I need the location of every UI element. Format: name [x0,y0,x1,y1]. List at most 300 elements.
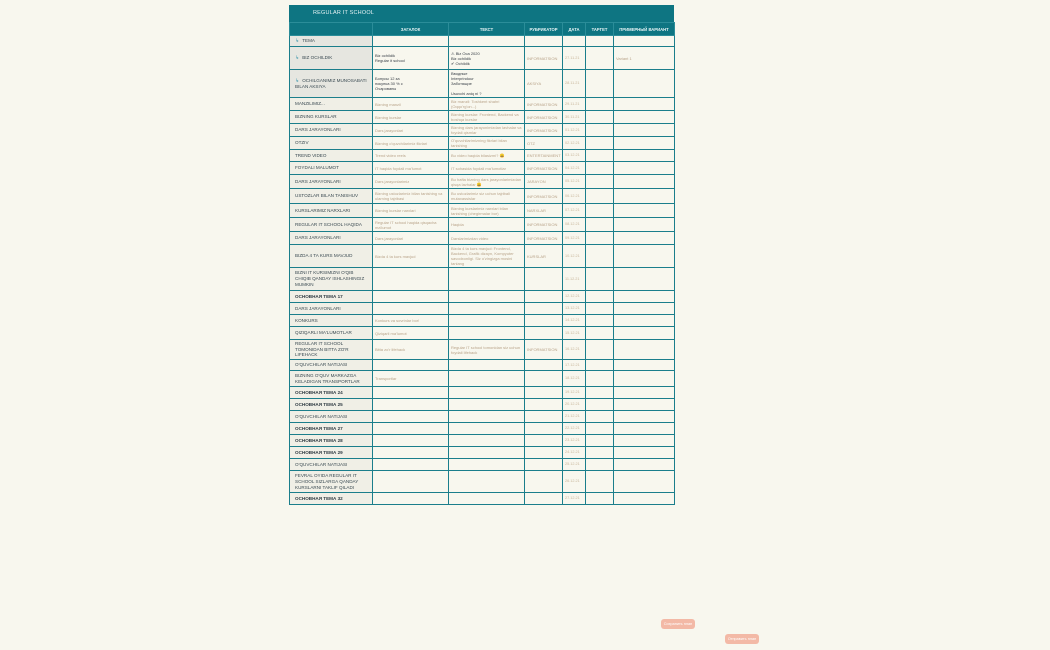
cell-data[interactable]: 07.12.21 [563,204,586,218]
row-topic-label: KONKURS [295,317,318,323]
cell-tekst[interactable]: Bizning kurslar: Frontend, Backend va boshqa kurslar [449,111,525,124]
cell-tekst[interactable] [449,327,525,340]
cell-zagalok[interactable]: Bizning ustozlarimiz bilan tanishing va ularning tajribasi [373,189,449,204]
cell-data[interactable]: 06.12.21 [563,189,586,204]
row-topic-label: USTOZLAR BILAN TANISHUV [295,193,359,199]
cell-tekst[interactable]: Bizning kurslarimiz narxlari bilan tanishing (chegirmalar bor) [449,204,525,218]
cell-tekst[interactable]: Regular IT school tomonidan siz uchun foydali lifehack [449,340,525,360]
table-row[interactable] [290,303,675,315]
cell-data[interactable]: 24.12.21 [563,447,586,459]
cell-tekst[interactable]: Haqida [449,218,525,232]
cell-zagalok[interactable]: Transportlar [373,371,449,387]
header-zagalok[interactable]: ЗАГАЛОК [373,23,449,36]
cell-zagalok[interactable]: Bizning kurslar [373,111,449,124]
cell-tekst[interactable]: ⚠ Biz Oca 2020 Biz ochildik ✔ Ochildik [449,47,525,70]
table-row[interactable] [290,423,675,435]
cell-variant[interactable] [614,315,675,327]
cell-variant[interactable] [614,111,675,124]
cell-target[interactable] [586,111,614,124]
table-row[interactable] [290,268,675,291]
cell-rubrikator[interactable]: KURSLAR [525,245,563,268]
row-topic-label: OCHILGANIMIZ MUNOSABATI BILAN AKSIYA [295,77,367,89]
cell-target[interactable] [586,387,614,399]
cell-target[interactable] [586,371,614,387]
row-topic-label: BIZNING KURSLAR [295,114,337,120]
cell-zagalok[interactable] [373,291,449,303]
cell-target[interactable] [586,303,614,315]
cell-rubrikator[interactable] [525,315,563,327]
cell-tekst[interactable] [449,411,525,423]
cell-rubrikator[interactable] [525,493,563,505]
cell-zagalok[interactable] [373,387,449,399]
cell-variant[interactable] [614,360,675,371]
cell-rubrikator[interactable] [525,423,563,435]
cell-zagalok[interactable] [373,435,449,447]
cell-target[interactable] [586,47,614,70]
row-topic-label: BIZ OCHILDIK [302,54,333,60]
cell-data[interactable]: 11.12.21 [563,268,586,291]
cell-variant[interactable] [614,459,675,471]
cell-zagalok[interactable]: IT haqida foydali ma'lumot [373,162,449,175]
table-row[interactable] [290,399,675,411]
cell-variant[interactable] [614,70,675,98]
cell-rubrikator[interactable]: INFORMATSION [525,232,563,245]
row-topic-label: ОСНОВНАЯ ТЕМА 29 [295,449,343,455]
header-data[interactable]: ДАТА [563,23,586,36]
cell-data[interactable]: 03.12.21 [563,150,586,162]
cell-target[interactable] [586,36,614,47]
cell-zagalok[interactable]: Bitta zo'r lifehack [373,340,449,360]
table-row[interactable] [290,411,675,423]
subitem-arrow-icon: ↳ [295,54,300,61]
cell-data[interactable]: 20.12.21 [563,399,586,411]
cell-data[interactable] [563,36,586,47]
cell-tekst[interactable] [449,447,525,459]
cell-tekst[interactable] [449,459,525,471]
cell-variant[interactable] [614,340,675,360]
cell-data[interactable]: 02.12.21 [563,137,586,150]
row-topic[interactable] [290,447,373,459]
table-row[interactable] [290,162,675,175]
row-topic[interactable] [290,245,373,268]
cell-rubrikator[interactable] [525,268,563,291]
row-topic[interactable] [290,47,373,70]
table-header-row [290,23,675,36]
cell-rubrikator[interactable] [525,371,563,387]
cell-zagalok[interactable] [373,399,449,411]
cell-zagalok[interactable] [373,411,449,423]
row-topic[interactable] [290,327,373,340]
row-topic-label: BIZNING O'QUV MARKAZGA KELADIGAN TRANSPORTLAR [295,372,360,384]
cell-zagalok[interactable]: Dars jarayonlari [373,232,449,245]
cell-zagalok[interactable] [373,423,449,435]
table-row[interactable] [290,218,675,232]
cell-data[interactable]: 10.12.21 [563,245,586,268]
cell-tekst[interactable]: Bizda 4 ta kurs mavjud: Frontend, Backend, Grafik dizayn, Kompyuter savodxonligi. Siz o'zingizga mosini tanlang [449,245,525,268]
cell-tekst[interactable]: Bu ustozlarimiz siz uchun tajribali mutaxassislar [449,189,525,204]
row-topic[interactable] [290,423,373,435]
table-row[interactable] [290,137,675,150]
cell-data[interactable]: 15.12.21 [563,327,586,340]
cell-target[interactable] [586,327,614,340]
row-topic[interactable] [290,232,373,245]
save-plan-button[interactable]: Сохранить план [661,619,695,629]
cell-variant[interactable] [614,124,675,137]
cell-target[interactable] [586,435,614,447]
cell-variant[interactable] [614,36,675,47]
cell-variant[interactable] [614,245,675,268]
row-topic[interactable] [290,493,373,505]
cell-variant[interactable] [614,268,675,291]
table-row[interactable] [290,459,675,471]
send-plan-button[interactable]: Отправить план [725,634,759,644]
cell-variant[interactable] [614,218,675,232]
cell-rubrikator[interactable]: AKSIYA [525,70,563,98]
cell-data[interactable]: 19.12.21 [563,387,586,399]
row-topic[interactable] [290,435,373,447]
cell-tekst[interactable]: Вводные Interprindour Заботящие Usuvchi aniq ni ? [449,70,525,98]
table-row[interactable] [290,98,675,111]
table-row[interactable] [290,291,675,303]
table-row[interactable] [290,371,675,387]
cell-variant[interactable] [614,303,675,315]
cell-target[interactable] [586,162,614,175]
cell-rubrikator[interactable] [525,435,563,447]
cell-data[interactable]: 12.12.21 [563,291,586,303]
row-topic[interactable] [290,291,373,303]
cell-target[interactable] [586,232,614,245]
table-row[interactable] [290,471,675,493]
cell-data[interactable]: 09.12.21 [563,232,586,245]
header-rubrikator[interactable]: РУБРИКАТОР [525,23,563,36]
cell-variant[interactable] [614,150,675,162]
cell-target[interactable] [586,411,614,423]
row-topic[interactable] [290,399,373,411]
row-topic[interactable] [290,218,373,232]
row-topic-label: MANZILIMIZ... [295,101,325,107]
cell-rubrikator[interactable]: NARXLAR [525,204,563,218]
cell-tekst[interactable] [449,471,525,493]
cell-data[interactable]: 16.12.21 [563,340,586,360]
subitem-arrow-icon: ↳ [295,37,300,44]
cell-tekst[interactable] [449,493,525,505]
row-topic[interactable] [290,124,373,137]
table-row[interactable] [290,150,675,162]
header-target[interactable]: ТАРГЕТ [586,23,614,36]
cell-rubrikator[interactable] [525,387,563,399]
cell-variant[interactable] [614,399,675,411]
table-row[interactable] [290,124,675,137]
cell-target[interactable] [586,98,614,111]
cell-zagalok[interactable]: Qiziqarli ma'lumot [373,327,449,340]
cell-variant[interactable] [614,387,675,399]
row-topic[interactable] [290,70,373,98]
row-topic[interactable] [290,175,373,189]
cell-target[interactable] [586,204,614,218]
cell-zagalok[interactable] [373,459,449,471]
cell-rubrikator[interactable]: INFORMATSION [525,111,563,124]
table-row[interactable] [290,493,675,505]
header-tekst[interactable]: ТЕКСТ [449,23,525,36]
cell-variant[interactable] [614,98,675,111]
cell-target[interactable] [586,471,614,493]
row-topic-label: ОСНОВНАЯ ТЕМА 24 [295,389,343,395]
cell-target[interactable] [586,459,614,471]
row-topic-label: ОСНОВНАЯ ТЕМА 25 [295,401,343,407]
cell-data[interactable]: 30.11.21 [563,111,586,124]
cell-rubrikator[interactable] [525,291,563,303]
cell-data[interactable]: 29.11.21 [563,98,586,111]
cell-zagalok[interactable]: Biz ochildik Regular it school [373,47,449,70]
cell-variant[interactable] [614,189,675,204]
row-topic-label: ОСНОВНАЯ ТЕМА 17 [295,293,343,299]
cell-data[interactable]: 21.12.21 [563,411,586,423]
cell-zagalok[interactable] [373,268,449,291]
table-body [290,36,675,505]
cell-tekst[interactable] [449,423,525,435]
cell-variant[interactable] [614,162,675,175]
cell-zagalok[interactable]: Dars jarayonlarimiz [373,175,449,189]
row-topic[interactable] [290,268,373,291]
cell-rubrikator[interactable]: INFORMATSION [525,340,563,360]
cell-tekst[interactable] [449,435,525,447]
cell-rubrikator[interactable]: INFORMATSION [525,47,563,70]
row-topic[interactable] [290,459,373,471]
cell-target[interactable] [586,150,614,162]
content-plan-sheet [289,5,674,505]
row-topic-label: REGULAR IT SCHOOL TOMONIDAN BITTA ZO'R LIFEHACK [295,341,349,358]
cell-data[interactable]: 25.12.21 [563,459,586,471]
cell-rubrikator[interactable] [525,360,563,371]
cell-tekst[interactable] [449,303,525,315]
table-row[interactable] [290,175,675,189]
cell-variant[interactable] [614,371,675,387]
cell-rubrikator[interactable] [525,327,563,340]
table-row[interactable] [290,315,675,327]
cell-tekst[interactable] [449,387,525,399]
cell-target[interactable] [586,399,614,411]
row-topic-label: O'QUVCHILAR NATIJASI [295,413,348,419]
cell-rubrikator[interactable] [525,399,563,411]
table-row[interactable] [290,70,675,98]
row-topic-label: BIZNI IT KURSIMIZNI O'QIB CHIQIB QANDAY ISHLASHINGIZ MUMKIN [295,270,365,287]
row-topic-label: REGULAR IT SCHOOL HAQIDA [295,221,362,227]
cell-variant[interactable] [614,447,675,459]
cell-data[interactable]: 28.11.21 [563,70,586,98]
cell-target[interactable] [586,340,614,360]
table-row[interactable] [290,204,675,218]
cell-zagalok[interactable]: Bizning manzil [373,98,449,111]
header-corner [290,23,373,36]
row-topic-label: QIZIQARLI MA'LUMOTLAR [295,330,352,336]
cell-zagalok[interactable] [373,360,449,371]
cell-rubrikator[interactable]: INFORMATSION [525,124,563,137]
row-topic-label: DARS JARAYONLARI [295,305,341,311]
cell-variant[interactable] [614,435,675,447]
row-topic[interactable] [290,411,373,423]
table-row[interactable] [290,36,675,47]
table-row[interactable] [290,189,675,204]
table-row[interactable] [290,360,675,371]
row-topic-label: ОСНОВНАЯ ТЕМА 28 [295,437,343,443]
cell-tekst[interactable] [449,371,525,387]
cell-zagalok[interactable] [373,447,449,459]
table-row[interactable] [290,232,675,245]
cell-target[interactable] [586,493,614,505]
table-row[interactable] [290,447,675,459]
table-row[interactable] [290,327,675,340]
cell-rubrikator[interactable]: INFORMATSION [525,162,563,175]
cell-tekst[interactable]: Bu hafta bizning dars jarayonlarimizdan qisqa lavhalar 😀 [449,175,525,189]
row-topic-label: ОСНОВНАЯ ТЕМА 27 [295,425,343,431]
row-topic[interactable] [290,387,373,399]
cell-target[interactable] [586,175,614,189]
cell-variant[interactable] [614,291,675,303]
cell-tekst[interactable]: Biz manzil: Toshkent shahri (Oqqo'rg'on...) [449,98,525,111]
cell-variant[interactable]: Variant 1 [614,47,675,70]
cell-target[interactable] [586,360,614,371]
cell-zagalok[interactable]: Bizda 4 ta kurs mavjud [373,245,449,268]
cell-data[interactable]: 08.12.21 [563,218,586,232]
subitem-arrow-icon: ↳ [295,77,300,84]
cell-zagalok[interactable]: Бонусы 12 за покупка 30 % с Очарованы [373,70,449,98]
cell-data[interactable]: 18.12.21 [563,371,586,387]
content-plan-table [289,22,675,505]
cell-data[interactable]: 22.12.21 [563,423,586,435]
cell-target[interactable] [586,245,614,268]
cell-target[interactable] [586,447,614,459]
row-topic[interactable] [290,189,373,204]
cell-rubrikator[interactable] [525,36,563,47]
cell-target[interactable] [586,189,614,204]
cell-data[interactable]: 13.12.21 [563,303,586,315]
row-topic[interactable] [290,36,373,47]
row-topic-label: FEVRAL OYIDA REGULAR IT SCHOOL SIZLARGA QANDAY KURSLARNI TAKLIF QILADI [295,473,359,490]
table-row[interactable] [290,435,675,447]
cell-target[interactable] [586,124,614,137]
cell-tekst[interactable]: Darslarimizdan video [449,232,525,245]
cell-rubrikator[interactable] [525,303,563,315]
cell-zagalok[interactable]: Trend video reels [373,150,449,162]
row-topic-label: O'QUVCHILAR NATIJASI [295,461,348,467]
cell-variant[interactable] [614,327,675,340]
row-topic[interactable] [290,303,373,315]
cell-target[interactable] [586,315,614,327]
cell-tekst[interactable]: Bu video haqida bilasizmi? 😀 [449,150,525,162]
cell-rubrikator[interactable] [525,447,563,459]
cell-zagalok[interactable]: Bizning o'quvchilarimiz fikrlari [373,137,449,150]
cell-variant[interactable] [614,204,675,218]
row-topic[interactable] [290,340,373,360]
row-topic-label: ОСНОВНАЯ ТЕМА 32 [295,495,343,501]
cell-zagalok[interactable] [373,471,449,493]
cell-tekst[interactable] [449,291,525,303]
cell-target[interactable] [586,70,614,98]
cell-rubrikator[interactable]: INFORMATSION [525,98,563,111]
cell-rubrikator[interactable]: OTZ [525,137,563,150]
cell-variant[interactable] [614,471,675,493]
cell-target[interactable] [586,218,614,232]
cell-tekst[interactable]: O'quvchilarimizning fikrlari bilan tanishing [449,137,525,150]
cell-data[interactable]: 04.12.21 [563,162,586,175]
row-topic[interactable] [290,471,373,493]
header-variant[interactable]: ПРИМЕРНЫЙ ВАРИАНТ [614,23,675,36]
cell-data[interactable]: 05.12.21 [563,175,586,189]
cell-variant[interactable] [614,232,675,245]
cell-rubrikator[interactable] [525,411,563,423]
table-row[interactable] [290,340,675,360]
cell-variant[interactable] [614,411,675,423]
cell-zagalok[interactable]: Regular IT school haqida qisqacha ma'lumot [373,218,449,232]
cell-tekst[interactable]: Bizning dars jarayonimizdan lavhalar va foydali qismlar [449,124,525,137]
row-topic[interactable] [290,315,373,327]
row-topic-label: DARS JARAYONLARI [295,178,341,184]
row-topic[interactable] [290,371,373,387]
row-topic-label: TREND VIDEO [295,152,327,158]
cell-rubrikator[interactable]: INFORMATSION [525,189,563,204]
row-topic[interactable] [290,137,373,150]
row-topic-label: FOYDALI MALUMOT [295,165,339,171]
row-topic[interactable] [290,98,373,111]
cell-target[interactable] [586,291,614,303]
row-topic-label: DARS JARAYONLARI [295,127,341,133]
cell-target[interactable] [586,423,614,435]
row-topic[interactable] [290,150,373,162]
cell-zagalok[interactable] [373,36,449,47]
cell-data[interactable]: 14.12.21 [563,315,586,327]
cell-tekst[interactable] [449,36,525,47]
cell-zagalok[interactable] [373,493,449,505]
cell-variant[interactable] [614,175,675,189]
cell-target[interactable] [586,268,614,291]
cell-tekst[interactable] [449,315,525,327]
cell-rubrikator[interactable]: INFORMATSION [525,218,563,232]
cell-data[interactable]: 23.12.21 [563,435,586,447]
cell-tekst[interactable] [449,360,525,371]
cell-zagalok[interactable] [373,303,449,315]
cell-variant[interactable] [614,423,675,435]
table-row[interactable] [290,111,675,124]
row-topic[interactable] [290,204,373,218]
cell-tekst[interactable] [449,268,525,291]
cell-rubrikator[interactable]: ENTERTAINMENT [525,150,563,162]
table-row[interactable] [290,245,675,268]
cell-rubrikator[interactable] [525,471,563,493]
row-topic-label: KURSLARIMIZ NARXLARI [295,207,351,213]
cell-rubrikator[interactable] [525,459,563,471]
row-topic[interactable] [290,111,373,124]
cell-tekst[interactable] [449,399,525,411]
cell-data[interactable]: 27.12.21 [563,493,586,505]
cell-zagalok[interactable]: Konkurs va sovrinlar bor! [373,315,449,327]
cell-data[interactable]: 01.12.21 [563,124,586,137]
cell-variant[interactable] [614,137,675,150]
row-topic[interactable] [290,360,373,371]
cell-rubrikator[interactable]: JARAYON [525,175,563,189]
cell-tekst[interactable]: IT sohasida foydali ma'lumotlar [449,162,525,175]
cell-zagalok[interactable]: Bizning kurslar narxlari [373,204,449,218]
cell-zagalok[interactable]: Dars jarayonlari [373,124,449,137]
cell-variant[interactable] [614,493,675,505]
cell-data[interactable]: 17.12.21 [563,360,586,371]
cell-target[interactable] [586,137,614,150]
cell-data[interactable]: 26.12.21 [563,471,586,493]
table-row[interactable] [290,387,675,399]
cell-data[interactable]: 27.11.21 [563,47,586,70]
row-topic[interactable] [290,162,373,175]
sheet-title: REGULAR IT SCHOOL [289,5,674,22]
table-row[interactable] [290,47,675,70]
